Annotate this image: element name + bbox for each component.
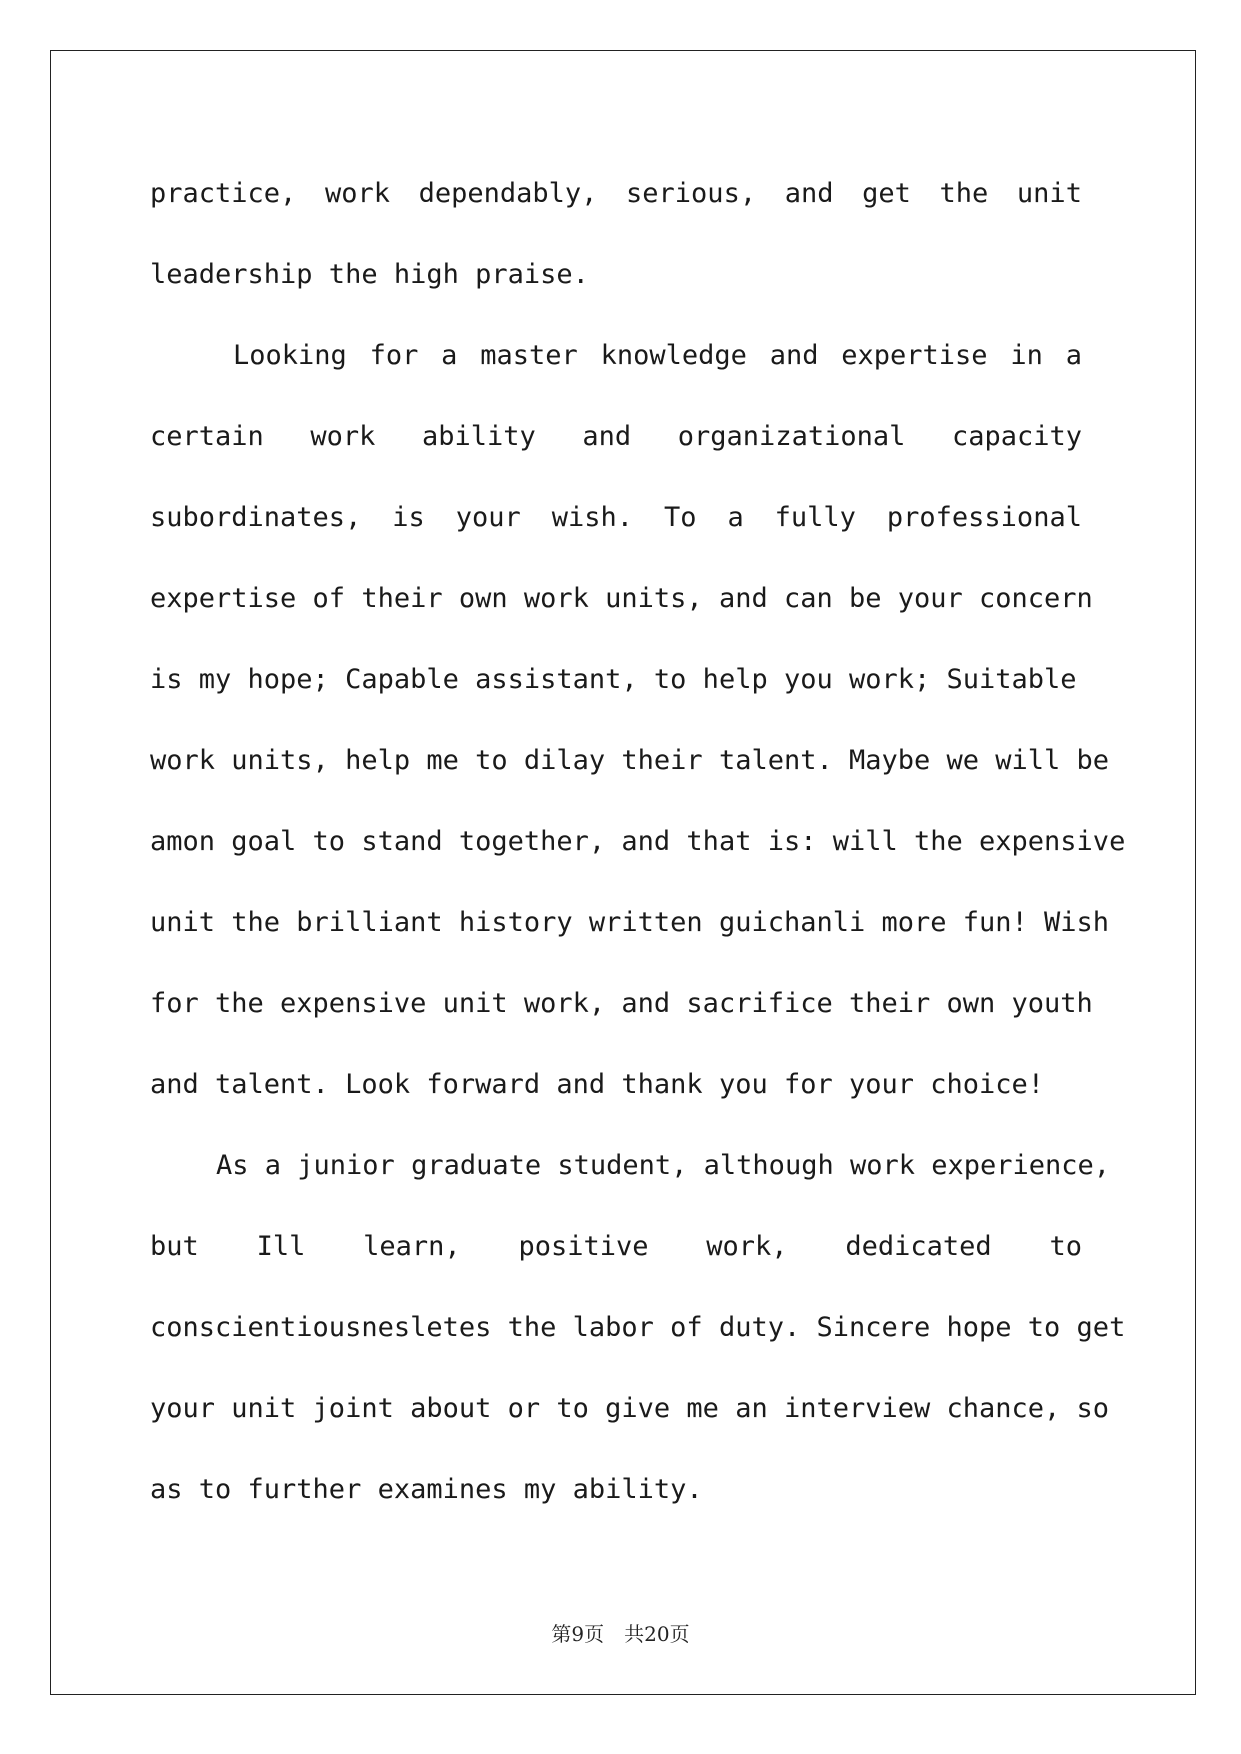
text-line: your unit joint about or to give me an interview chance, so [150,1393,1110,1424]
word: is [392,502,425,533]
word: get [862,178,911,209]
word: your [455,502,521,533]
text-line: amon goal to stand together, and that is: will the expensive [150,826,1126,857]
word: knowledge [600,340,747,371]
word: master [480,340,578,371]
word: fully [774,502,856,533]
text-line: and talent. Look forward and thank you for your choice! [150,1069,1045,1100]
text-line [150,477,1082,558]
text-line: conscientiousnesletes the labor of duty. Sincere hope to get [150,1312,1126,1343]
word: and [582,421,632,452]
word: practice, [150,178,297,209]
word: the [939,178,989,209]
word: organizational [677,421,906,452]
word: to [1049,1231,1082,1262]
word: To [663,502,697,533]
text-line: is my hope; Capable assistant, to help you work; Suitable [150,664,1077,695]
word: a [441,340,458,371]
word: positive [518,1231,649,1262]
word: Ill [256,1231,306,1262]
word: capacity [951,421,1082,452]
word: dedicated [845,1231,992,1262]
document-body [150,153,1126,1530]
text-line [150,1206,1082,1287]
text-line [150,153,1082,234]
text-line [150,396,1082,477]
word: work, [706,1231,788,1262]
text-line [150,315,1082,396]
word: unit [1016,178,1082,209]
word: wish. [551,502,634,533]
word: certain [150,421,264,452]
text-line: work units, help me to dilay their talent. Maybe we will be [150,745,1110,776]
word: professional [886,502,1082,533]
word: serious, [626,178,757,209]
text-line: unit the brilliant history written guichanli more fun! Wish [150,907,1110,938]
word: work [310,421,376,452]
word: and [769,340,819,371]
word: a [727,502,744,533]
text-line: As a junior graduate student, although work experience, [216,1150,1111,1181]
text-line: as to further examines my ability. [150,1474,703,1505]
page-number-footer [0,1618,1241,1647]
word: work [324,178,390,209]
text-line: for the expensive unit work, and sacrifice their own youth [150,988,1093,1019]
text-line: leadership the high praise. [150,259,589,290]
total-pages-label: 共20页 [624,1622,690,1646]
word: but [150,1231,199,1262]
word: learn, [363,1231,461,1262]
word: for [369,340,419,371]
word: and [784,178,834,209]
word: Looking [233,340,347,371]
text-line: expertise of their own work units, and can be your concern [150,583,1093,614]
word: dependably, [418,178,598,209]
word: a [1065,340,1082,371]
word: expertise [841,340,988,371]
current-page-label: 第9页 [551,1622,605,1646]
word: ability [422,421,536,452]
word: subordinates, [150,502,362,533]
word: in [1010,340,1043,371]
